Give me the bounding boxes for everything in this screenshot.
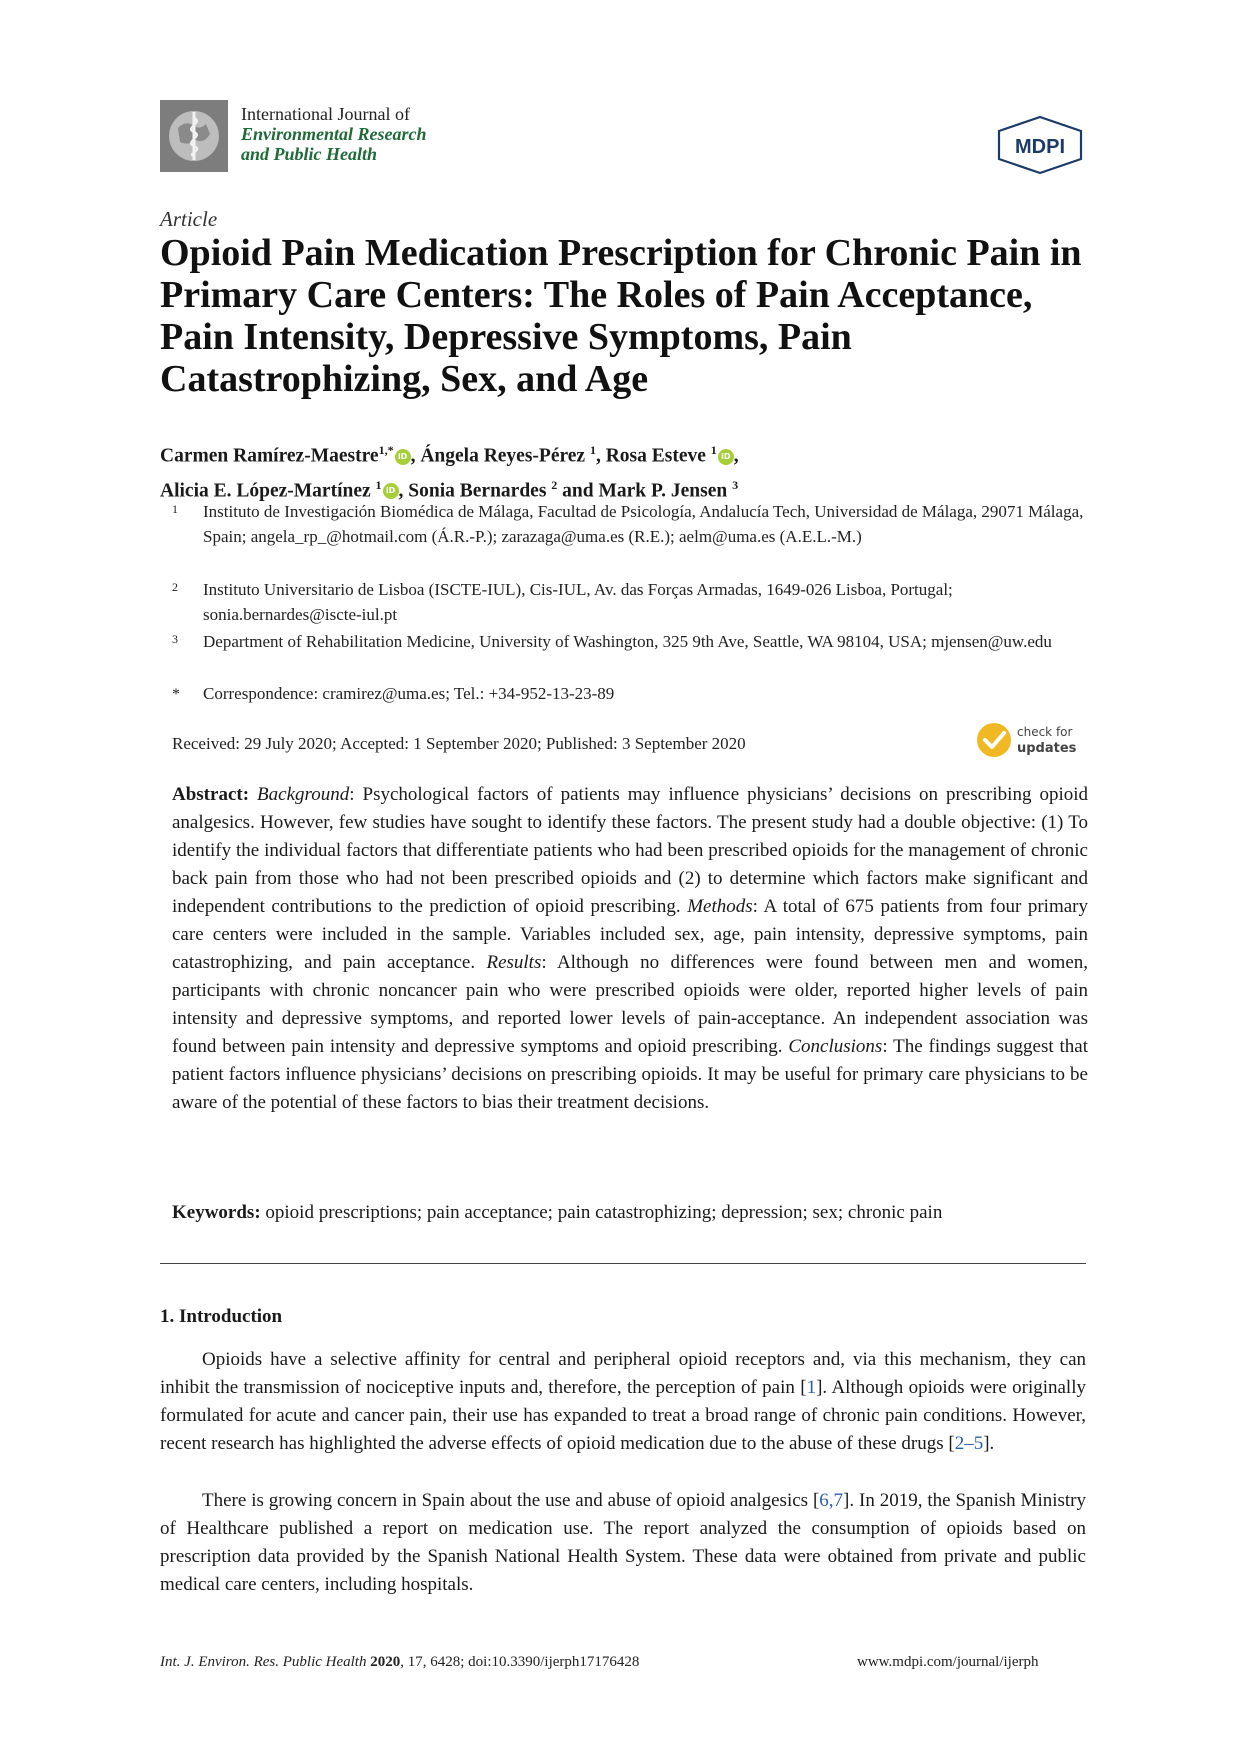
article-title: Opioid Pain Medication Prescription for Chronic Pain in Primary Care Centers: The Roles of Pain Acceptance, Pain Intensity, Depressive Symptoms, Pain Catastrophizing, Sex, and Age <box>160 232 1082 400</box>
footer-url[interactable]: www.mdpi.com/journal/ijerph <box>857 1654 1039 1670</box>
abstract-methods-label: Methods <box>687 896 753 917</box>
author-list <box>160 436 1095 505</box>
affiliation-number: * <box>172 686 180 703</box>
keywords <box>172 1199 1088 1227</box>
abstract-results-label: Results <box>486 952 542 973</box>
abstract-label: Abstract: <box>172 784 250 805</box>
affiliation-number: 1 <box>172 502 178 516</box>
publisher-logo-text: MDPI <box>1015 136 1065 158</box>
paragraph-text: ]. In 2019, the Spanish Ministry of Healthcare published a report on medication use. The report analyzed the consumption of opioids based on prescription data provided by the Spanish National Health System. These data were obtained from private and public medical care centers, including hospitals. <box>160 1490 1087 1595</box>
journal-name <box>241 104 427 164</box>
author-name: Carmen Ramírez-Maestre <box>160 445 379 467</box>
keywords-text: opioid prescriptions; pain acceptance; pain catastrophizing; depression; sex; chronic pain <box>260 1202 943 1223</box>
author-affiliation-mark: 3 <box>732 477 739 492</box>
affiliation-item <box>172 629 1092 654</box>
footer-citation <box>160 1654 639 1671</box>
abstract-methods: : A total of 675 patients from four primary care centers were included in the sample. Variables included sex, age, pain intensity, depressive symptoms, pain catastrophizing, and pain acceptance. <box>172 896 1088 973</box>
citation-separator: , <box>828 1490 834 1511</box>
abstract-conclusions: : The findings suggest that patient factors influence physicians’ decisions on prescribing opioids. It may be useful for primary care physicians to be aware of the potential of these factors to bias their treatment decisions. <box>172 1036 1088 1113</box>
author-affiliation-mark: 1 <box>589 443 596 457</box>
affiliation-text: Correspondence: cramirez@uma.es; Tel.: +34-952-13-23-89 <box>203 684 615 703</box>
affiliation-item <box>172 577 1092 627</box>
affiliation-number: 3 <box>172 632 178 646</box>
abstract-conclusions-label: Conclusions <box>788 1036 883 1057</box>
affiliation-text: Department of Rehabilitation Medicine, University of Washington, 325 9th Ave, Seattle, WA 98104, USA; mjensen@uw.edu <box>203 632 1052 651</box>
mdpi-logo <box>995 115 1085 175</box>
publication-dates: Received: 29 July 2020; Accepted: 1 September 2020; Published: 3 September 2020 <box>172 734 746 753</box>
journal-name-line3: and Public Health <box>241 144 378 164</box>
body-paragraph <box>160 1346 1086 1458</box>
paragraph-text: There is growing concern in Spain about the use and abuse of opioid analgesics [ <box>202 1490 820 1511</box>
affiliation-text: Instituto Universitario de Lisboa (ISCTE-IUL), Cis-IUL, Av. das Forças Armadas, 1649-026 Lisboa, Portugal; sonia.bernardes@iscte-iul.pt <box>203 580 953 624</box>
abstract-background-label: Background <box>257 784 350 805</box>
body-paragraph <box>160 1487 1086 1599</box>
author-separator: , <box>733 445 739 467</box>
abstract-results: : Although no differences were found between men and women, participants with chronic noncancer pain who were prescribed opioids were older, reported higher levels of pain intensity and depressive symptoms, and reported lower levels of pain-acceptance. An independent association was found between pain intensity and depressive symptoms and opioid prescribing. <box>172 952 1089 1057</box>
journal-name-line1: International Journal of <box>241 104 410 124</box>
orcid-icon[interactable]: iD <box>383 483 399 499</box>
keywords-label: Keywords: <box>172 1202 261 1223</box>
affiliation-item <box>172 499 1092 549</box>
author-affiliation-mark: 1 <box>375 477 382 492</box>
author-separator: , <box>595 445 606 467</box>
section-divider <box>160 1263 1086 1264</box>
author-name: Rosa Esteve <box>605 445 706 467</box>
abstract <box>172 781 1088 1117</box>
check-for-updates-badge[interactable] <box>975 720 1085 760</box>
article-type: Article <box>160 207 218 231</box>
author-affiliation-mark: 1 <box>710 443 717 457</box>
footer-year: 2020 <box>370 1654 401 1670</box>
footer-volume: , 17, 6428; doi:10.3390/ijerph17176428 <box>400 1654 640 1670</box>
section-heading: 1. Introduction <box>160 1306 283 1327</box>
author-separator: , <box>398 480 409 501</box>
paragraph-text: ]. <box>983 1433 995 1454</box>
orcid-icon[interactable]: iD <box>395 449 411 465</box>
author-affiliation-mark: 1,* <box>378 443 394 457</box>
author-name: Alicia E. López-Martínez <box>160 480 371 501</box>
citation-link[interactable]: 1 <box>806 1377 817 1398</box>
author-name: Ángela Reyes-Pérez <box>420 445 586 467</box>
paragraph-text: Opioids have a selective affinity for central and peripheral opioid receptors and, via this mechanism, they can inhibit the transmission of nociceptive inputs and, therefore, the perception of pain [ <box>160 1349 1086 1398</box>
orcid-icon[interactable]: iD <box>718 449 734 465</box>
author-name: Sonia Bernardes <box>408 480 547 501</box>
affiliation-number: 2 <box>172 580 178 594</box>
affiliation-text: Instituto de Investigación Biomédica de Málaga, Facultad de Psicología, Andalucía Tech, Universidad de Málaga, 29071 Málaga, Spain; angela_rp_@hotmail.com (Á.R.-P.); zarazaga@uma.es (R.E.); aelm@uma.es (A.E.L.-M.) <box>203 502 1084 546</box>
citation-link[interactable]: 7 <box>833 1490 844 1511</box>
journal-name-line2: Environmental Research <box>241 124 427 144</box>
journal-logo <box>160 100 228 172</box>
citation-link[interactable]: 2–5 <box>954 1433 984 1454</box>
author-separator: and <box>557 480 599 501</box>
footer-journal: Int. J. Environ. Res. Public Health <box>160 1654 367 1670</box>
author-name: Mark P. Jensen <box>598 480 728 501</box>
abstract-background: : Psychological factors of patients may influence physicians’ decisions on prescribing opioid analgesics. However, few studies have sought to identify these factors. The present study had a double objective: (1) To identify the individual factors that differentiate patients who had been prescribed opioids for the management of chronic back pain from those who had not been prescribed opioids and (2) to determine which factors make significant and independent contributions to the prediction of opioid prescribing. <box>172 784 1089 917</box>
paragraph-text: ]. Although opioids were originally formulated for acute and cancer pain, their use has expanded to treat a broad range of chronic pain conditions. However, recent research has highlighted the adverse effects of opioid medication due to the abuse of these drugs [ <box>160 1377 1086 1454</box>
author-separator: , <box>410 445 421 467</box>
affiliation-item <box>172 681 1092 706</box>
check-updates-line2: updates <box>1017 741 1077 756</box>
author-affiliation-mark: 2 <box>551 477 558 492</box>
check-updates-line1: check for <box>1017 725 1073 739</box>
citation-link[interactable]: 6 <box>819 1490 829 1511</box>
